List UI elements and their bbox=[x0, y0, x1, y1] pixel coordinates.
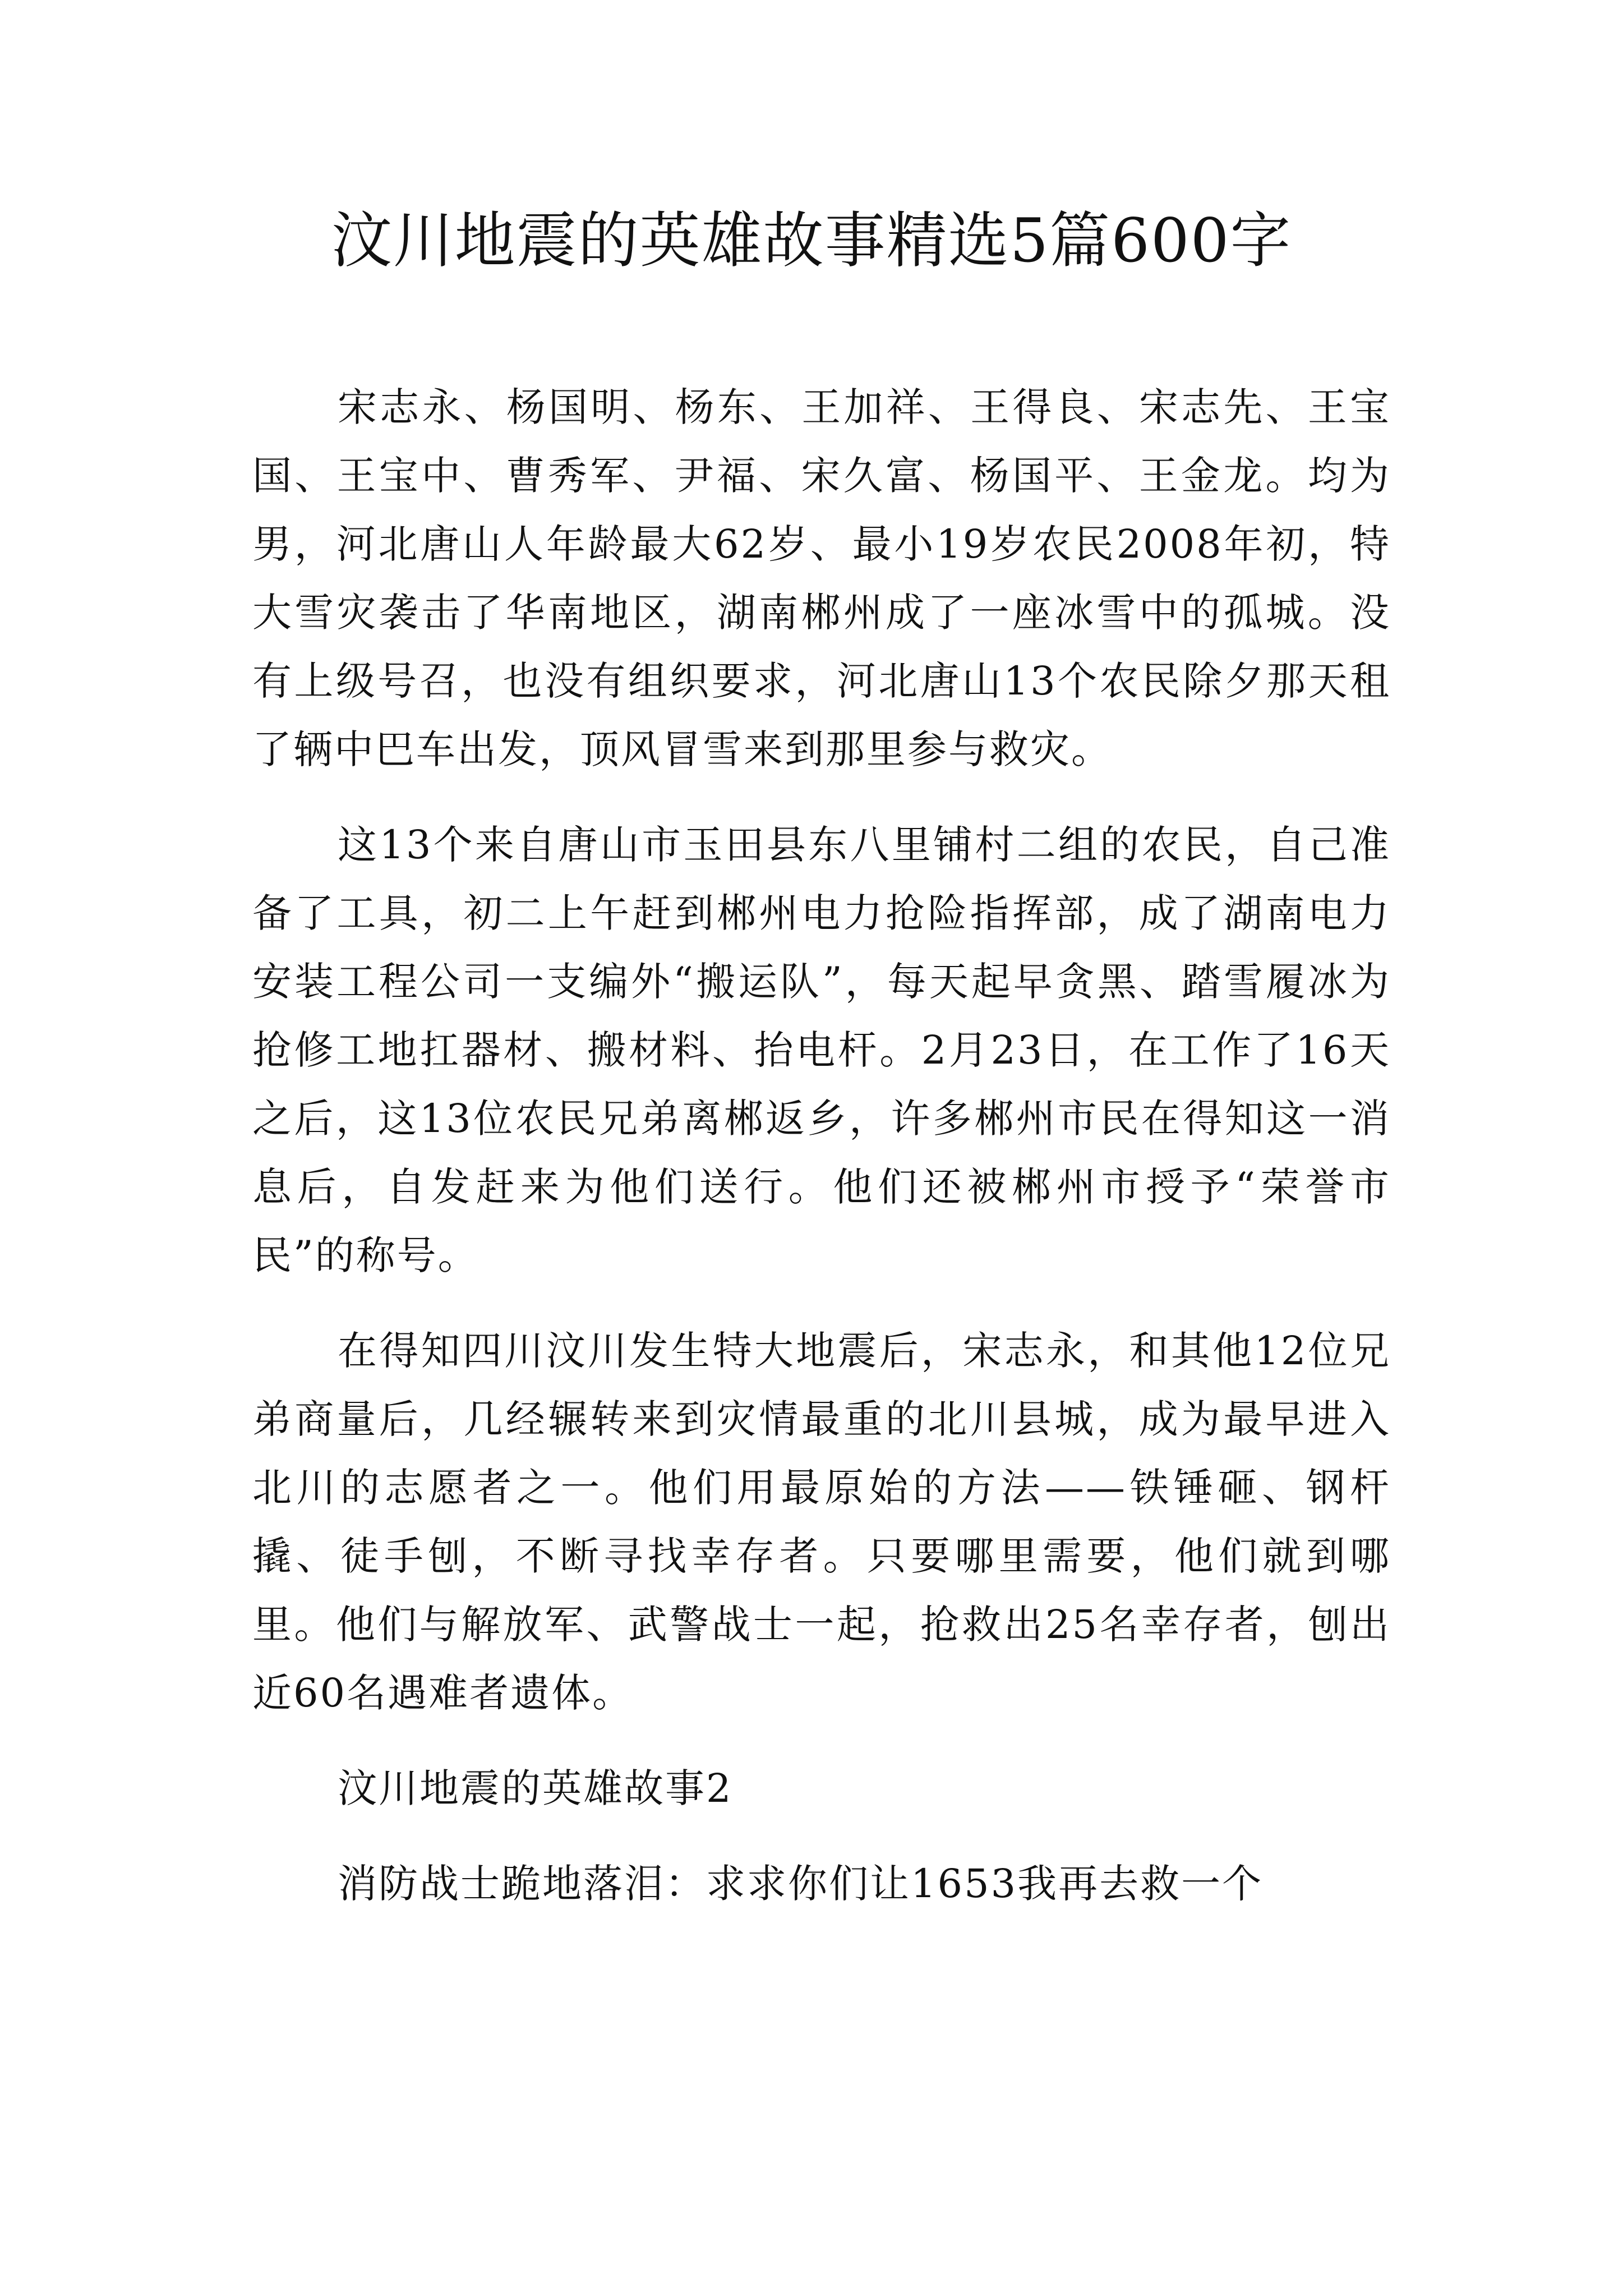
body-paragraph-3: 在得知四川汶川发生特大地震后，宋志永，和其他12位兄弟商量后，几经辗转来到灾情最重的北川县城，成为最早进入北川的志愿者之一。他们用最原始的方法——铁锤砸、钢杆撬、徒手刨，不断寻找幸存者。只要哪里需要，他们就到哪里。他们与解放军、武警战士一起，抢救出25名幸存者，刨出近60名遇难者遗体。 bbox=[252, 1328, 1391, 1716]
body-paragraph-1: 宋志永、杨国明、杨东、王加祥、王得良、宋志先、王宝国、王宝中、曹秀军、尹福、宋久富、杨国平、王金龙。均为男，河北唐山人年龄最大62岁、最小19岁农民2008年初，特大雪灾袭击了华南地区，湖南郴州成了一座冰雪中的孤城。没有上级号召，也没有组织要求，河北唐山13个农民除夕那天租了辆中巴车出发，顶风冒雪来到那里参与救灾。 bbox=[252, 384, 1391, 772]
section-heading-story-2: 汶川地震的英雄故事2 bbox=[338, 1765, 733, 1811]
document-title: 汶川地震的英雄故事精选5篇600字 bbox=[331, 206, 1292, 276]
body-paragraph-4: 消防战士跪地落泪：求求你们让1653我再去救一个 bbox=[338, 1861, 1264, 1907]
body-paragraph-2: 这13个来自唐山市玉田县东八里铺村二组的农民，自己准备了工具，初二上午赶到郴州电力抢险指挥部，成了湖南电力安装工程公司一支编外“搬运队”，每天起早贪黑、踏雪履冰为抢修工地扛器材、搬材料、抬电杆。2月23日，在工作了16天之后，这13位农民兄弟离郴返乡，许多郴州市民在得知这一消息后，自发赶来为他们送行。他们还被郴州市授予“荣誉市民”的称号。 bbox=[252, 822, 1391, 1278]
document-body bbox=[252, 373, 1391, 1918]
